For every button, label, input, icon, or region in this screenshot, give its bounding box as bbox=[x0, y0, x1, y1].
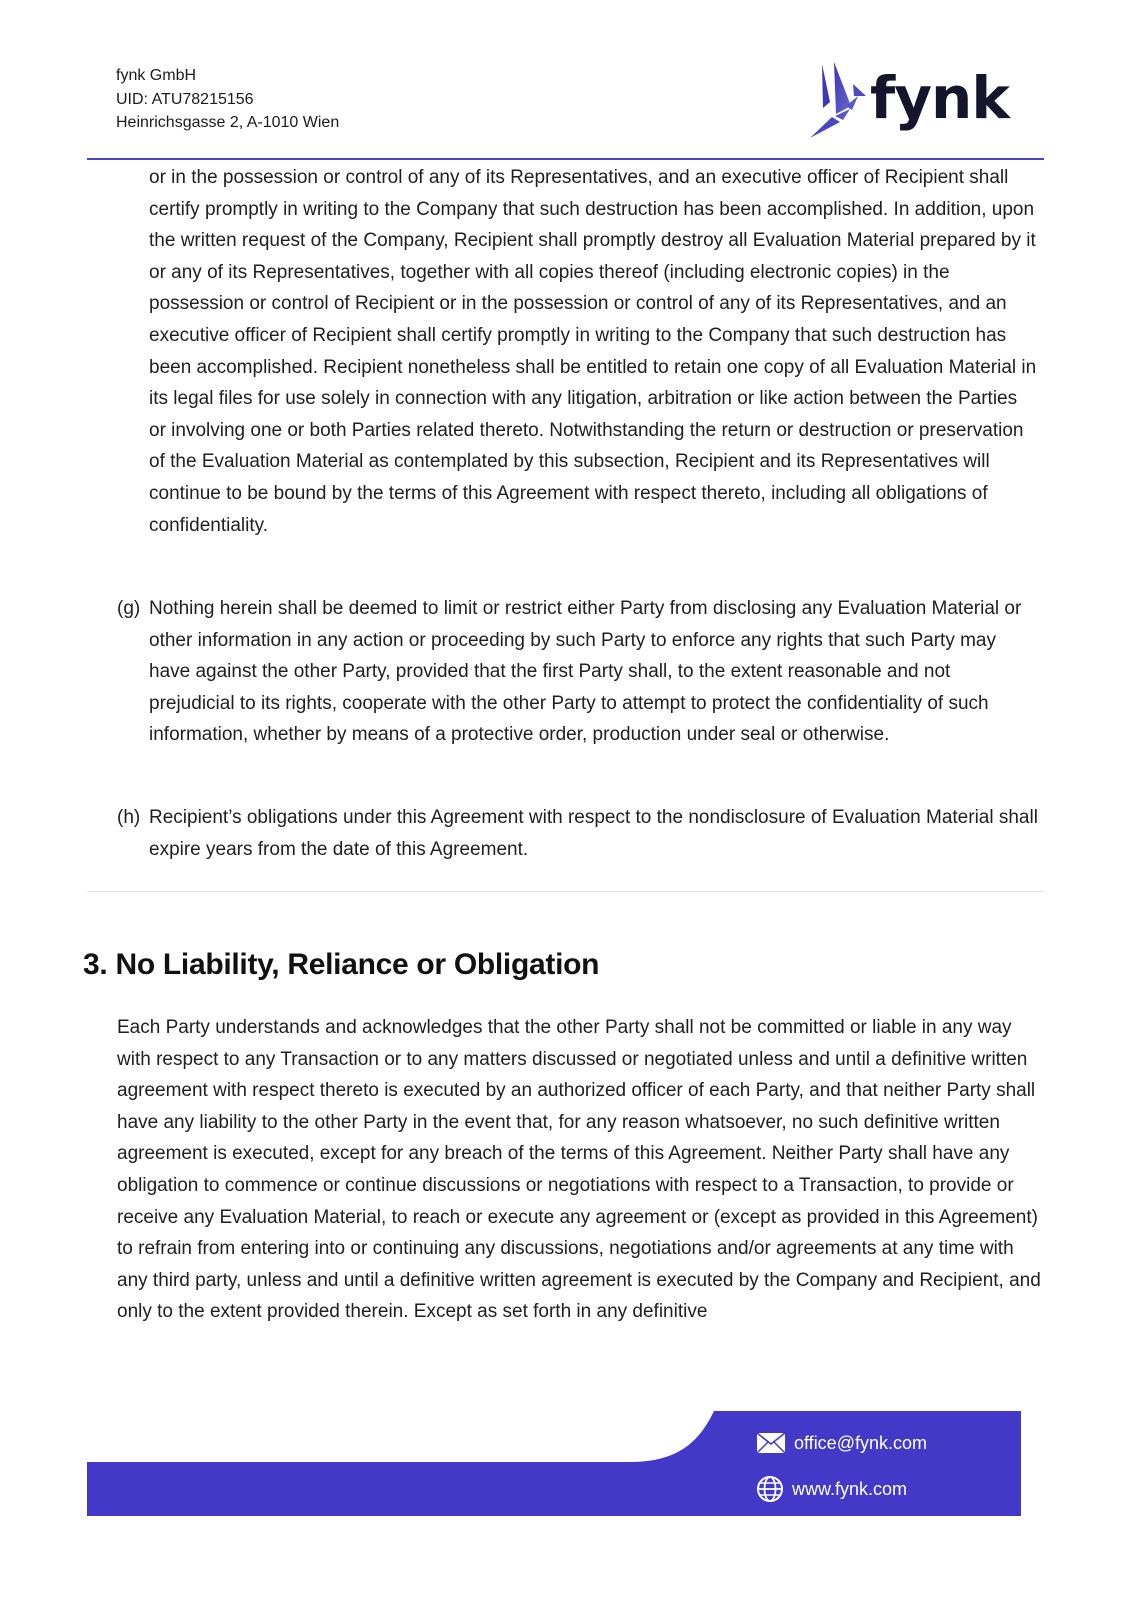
list-item-h bbox=[117, 802, 1047, 865]
section-heading: 3. No Liability, Reliance or Obligation bbox=[83, 948, 600, 981]
logo-wordmark: fynk bbox=[870, 64, 1009, 132]
list-item-label: (g) bbox=[117, 598, 141, 619]
origami-bird-icon bbox=[808, 62, 870, 140]
footer-band bbox=[0, 1400, 1131, 1600]
list-item-text: Recipient’s obligations under this Agreement with respect to the nondisclosure of Evaluation Material shall expire years from the date of this Agreement. bbox=[149, 807, 1038, 860]
page-footer bbox=[0, 1400, 1131, 1600]
list-item-label: (h) bbox=[117, 807, 141, 828]
header-divider bbox=[87, 158, 1044, 160]
email-link[interactable]: office@fynk.com bbox=[794, 1432, 927, 1453]
globe-icon bbox=[756, 1475, 784, 1503]
continued-paragraph: or in the possession or control of any of its Representatives, and an executive officer of Recipient shall certify promptly in writing to the Company that such destruction has been accomplished. In addition, upon the written request of the Company, Recipient shall promptly destroy all Evaluation Material prepared by it or any of its Representatives, together with all copies thereof (including electronic copies) in the possession or control of Recipient or in the possession or control of any of its Representatives, and an executive officer of Recipient shall certify promptly in writing to the Company that such destruction has been accomplished. Recipient nonetheless shall be entitled to retain one copy of all Evaluation Material in its legal files for use solely in connection with any litigation, arbitration or like action between the Parties or involving one or both Parties related thereto. Notwithstanding the return or destruction or preservation of the Evaluation Material as contemplated by this subsection, Recipient and its Representatives will continue to be bound by the terms of this Agreement with respect thereto, including all obligations of confidentiality. bbox=[149, 167, 1037, 536]
website-link[interactable]: www.fynk.com bbox=[792, 1478, 908, 1499]
envelope-icon bbox=[756, 1432, 786, 1454]
company-name: fynk GmbH bbox=[116, 67, 197, 84]
company-address: Heinrichsgasse 2, A-1010 Wien bbox=[116, 114, 340, 131]
list-item-text: Nothing herein shall be deemed to limit or restrict either Party from disclosing any Evaluation Material or other information in any action or proceeding by such Party to enforce any rights that such Party may have against the other Party, provided that the first Party shall, to the extent reasonable and not prejudicial to its rights, cooperate with the other Party to attempt to protect the confidentiality of such information, whether by means of a protective order, production under seal or otherwise. bbox=[149, 598, 1022, 746]
footer-website[interactable] bbox=[756, 1475, 907, 1503]
fynk-logo bbox=[808, 62, 1008, 142]
section-divider bbox=[87, 891, 1044, 892]
section-paragraph: Each Party understands and acknowledges that the other Party shall not be committed or liable in any way with respect to any Transaction or to any matters discussed or negotiated unless and until a definitive written agreement with respect thereto is executed by an authorized officer of each Party, and that neither Party shall have any liability to the other Party in the event that, for any reason whatsoever, no such definitive written agreement is executed, except for any breach of the terms of this Agreement. Neither Party shall have any obligation to commence or continue discussions or negotiations with respect to a Transaction, to provide or receive any Evaluation Material, to reach or execute any agreement or (except as provided in this Agreement) to refrain from entering into or continuing any discussions, negotiations and/or agreements at any time with any third party, unless and until a definitive written agreement is executed by the Company and Recipient, and only to the extent provided therein. Except as set forth in any definitive bbox=[117, 1017, 1041, 1323]
company-info bbox=[116, 64, 339, 135]
company-uid: UID: ATU78215156 bbox=[116, 90, 254, 108]
footer-email[interactable] bbox=[756, 1432, 927, 1454]
list-item-g bbox=[117, 593, 1047, 751]
